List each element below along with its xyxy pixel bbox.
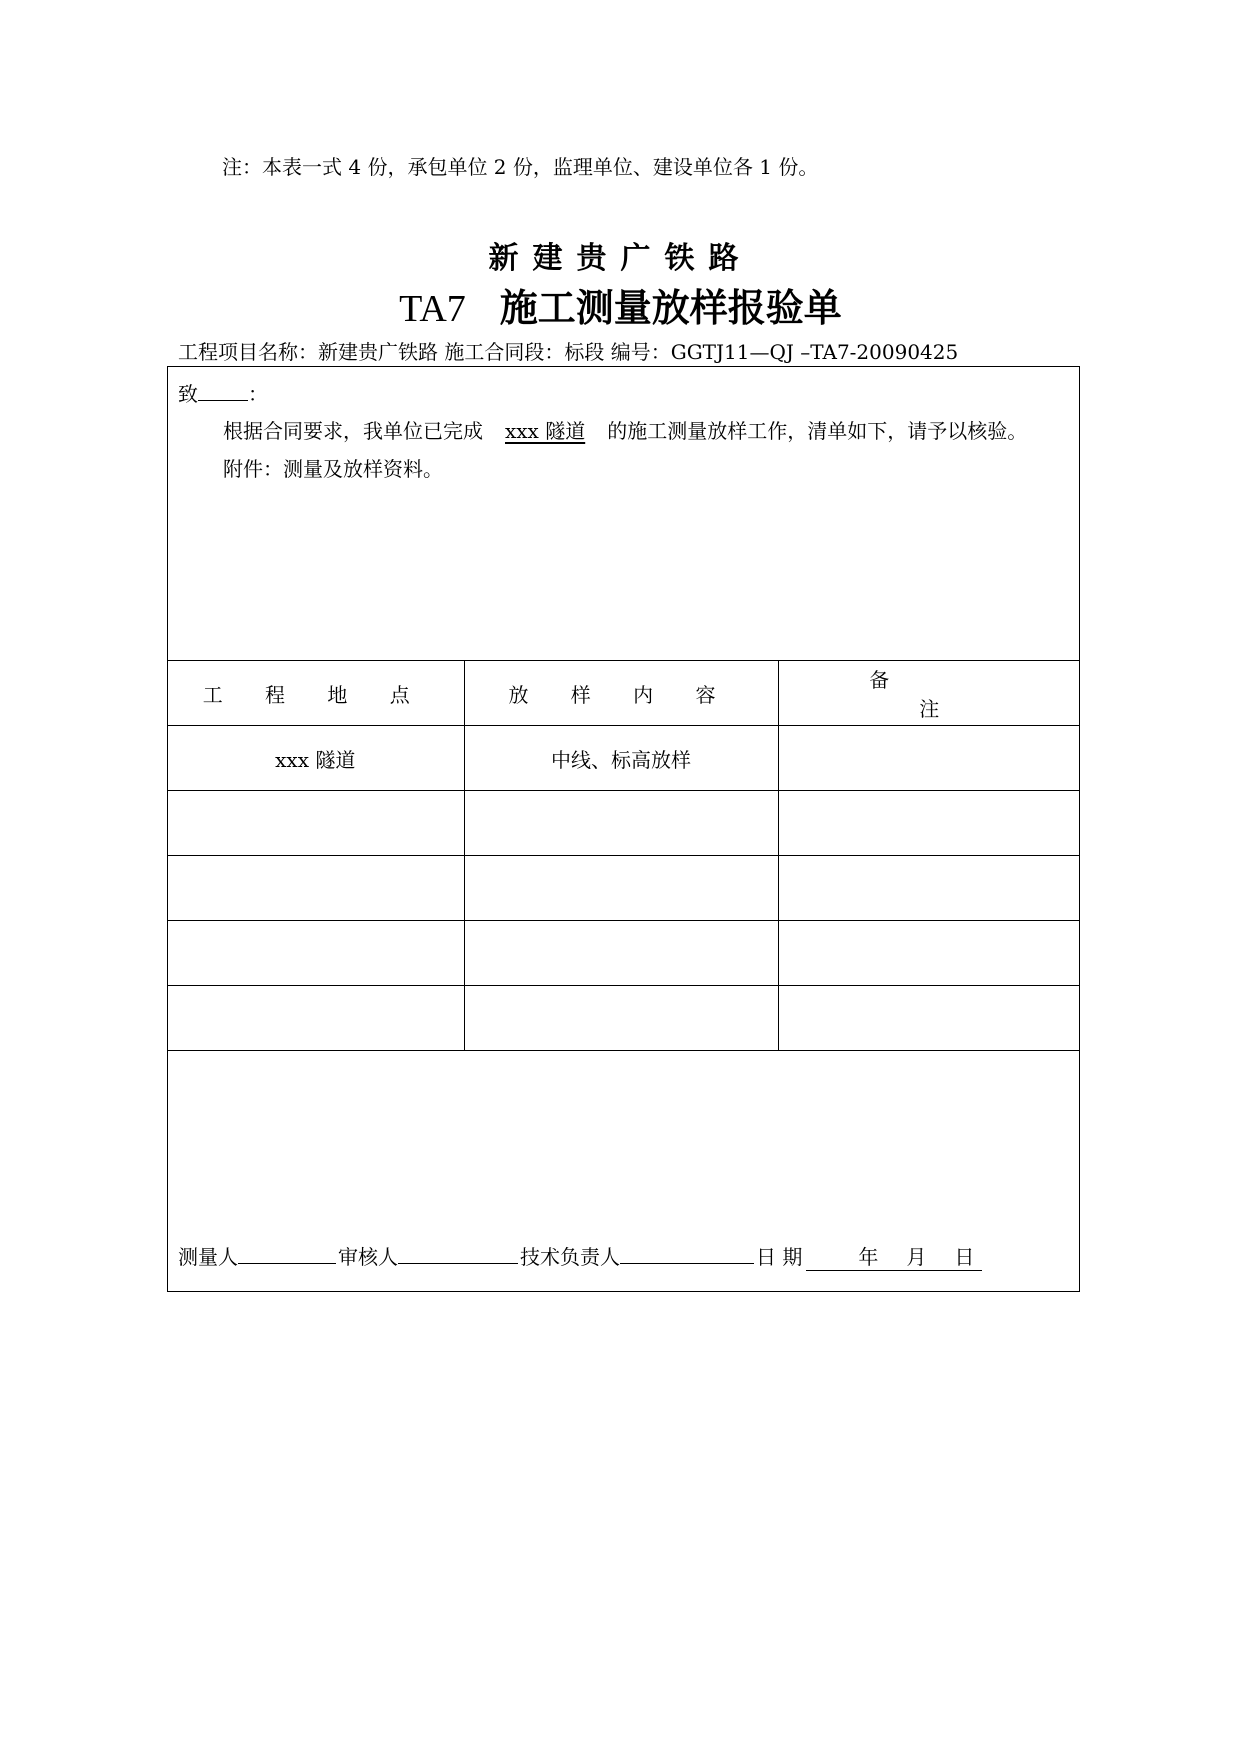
date-field[interactable] (806, 1241, 982, 1271)
surveyor-label: 测量人 (178, 1245, 238, 1269)
table-row (167, 921, 1080, 986)
request-text-before: 根据合同要求，我单位已完成 (223, 419, 483, 443)
remark-cell[interactable] (778, 791, 1080, 856)
tech-lead-label: 技术负责人 (520, 1245, 620, 1269)
header-location-text: 工 程 地 点 (202, 682, 428, 707)
table-row (167, 791, 1080, 856)
filled-item-value: xxx 隧道 (505, 419, 586, 443)
tech-lead-field[interactable] (620, 1243, 754, 1264)
addressee-line (178, 378, 268, 407)
header-remark (778, 661, 1080, 726)
project-name-label: 工程项目名称：新建贵广铁路 (178, 340, 438, 364)
table-row (167, 726, 1080, 791)
remark-cell[interactable] (778, 921, 1080, 986)
location-cell[interactable] (167, 791, 464, 856)
content-cell[interactable]: 中线、标高放样 (464, 726, 778, 791)
day-label: 日 (954, 1245, 975, 1269)
form-title (0, 277, 1241, 332)
table-row (167, 856, 1080, 921)
date-label: 日 期 (756, 1245, 803, 1269)
distribution-note: 注：本表一式 4 份，承包单位 2 份，监理单位、建设单位各 1 份。 (222, 155, 819, 179)
month-label: 月 (906, 1245, 927, 1269)
remark-cell[interactable] (778, 986, 1080, 1051)
form-number: 编号：GGTJ11—QJ –TA7-20090425 (610, 340, 959, 364)
signature-line (178, 1241, 982, 1271)
addressee-suffix: ： (248, 382, 268, 406)
location-cell[interactable]: xxx 隧道 (167, 726, 464, 791)
filled-item[interactable] (483, 419, 607, 443)
railway-title: 新建贵广铁路 (488, 241, 753, 276)
form-code: TA7 (399, 288, 466, 330)
layout-table (167, 660, 1080, 1051)
header-location (167, 661, 464, 726)
addressee-field[interactable] (198, 380, 248, 401)
table-row (167, 986, 1080, 1051)
year-label: 年 (858, 1245, 879, 1269)
reviewer-label: 审核人 (338, 1245, 398, 1269)
location-cell[interactable] (167, 921, 464, 986)
remark-cell[interactable] (778, 726, 1080, 791)
content-cell[interactable] (464, 791, 778, 856)
location-cell[interactable] (167, 986, 464, 1051)
addressee-label: 致 (178, 382, 198, 406)
table-header-row (167, 661, 1080, 726)
remark-cell[interactable] (778, 856, 1080, 921)
content-cell[interactable] (464, 986, 778, 1051)
content-cell[interactable] (464, 921, 778, 986)
content-cell[interactable] (464, 856, 778, 921)
location-cell[interactable] (167, 856, 464, 921)
request-text (223, 415, 1078, 444)
reviewer-field[interactable] (398, 1243, 518, 1264)
surveyor-field[interactable] (238, 1243, 336, 1264)
form-meta (178, 336, 958, 365)
header-content-text: 放 样 内 容 (508, 682, 734, 707)
header-remark-text: 备 注 (869, 668, 1040, 721)
contract-section-label: 施工合同段：标段 (444, 340, 605, 364)
form-name: 施工测量放样报验单 (499, 286, 842, 330)
request-text-after: 的施工测量放样工作，清单如下，请予以核验。 (607, 419, 1028, 443)
attachment-line: 附件：测量及放样资料。 (223, 457, 443, 481)
header-content (464, 661, 778, 726)
